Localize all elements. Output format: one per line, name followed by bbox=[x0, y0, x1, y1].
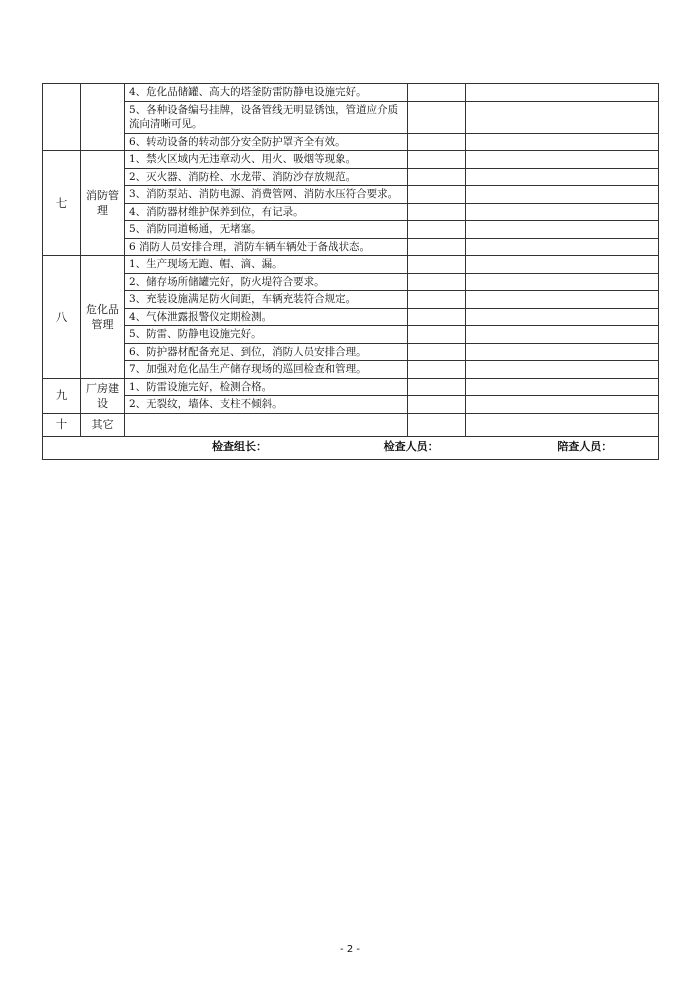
remark-cell bbox=[466, 203, 659, 221]
section-category: 厂房建设 bbox=[81, 378, 125, 413]
result-cell bbox=[408, 186, 466, 204]
section-category: 其它 bbox=[81, 413, 125, 436]
remark-cell bbox=[466, 378, 659, 396]
table-row bbox=[43, 168, 659, 186]
remark-cell bbox=[466, 413, 659, 436]
result-cell bbox=[408, 151, 466, 169]
result-cell bbox=[408, 221, 466, 239]
check-item: 2、储存场所储罐完好，防火堤符合要求。 bbox=[125, 273, 408, 291]
companion-label: 陪查人员： bbox=[557, 440, 613, 454]
result-cell bbox=[408, 291, 466, 309]
check-item: 3、消防泵站、消防电源、消费管网、消防水压符合要求。 bbox=[125, 186, 408, 204]
table-row bbox=[43, 326, 659, 344]
result-cell bbox=[408, 343, 466, 361]
result-cell bbox=[408, 101, 466, 133]
remark-cell bbox=[466, 84, 659, 102]
leader-label: 检查组长： bbox=[212, 440, 267, 454]
remark-cell bbox=[466, 291, 659, 309]
signature-row bbox=[43, 436, 659, 459]
table-row bbox=[43, 378, 659, 396]
section-number: 八 bbox=[43, 256, 81, 379]
check-item: 6 消防人员安排合理，消防车辆车辆处于备战状态。 bbox=[125, 238, 408, 256]
remark-cell bbox=[466, 326, 659, 344]
section-category: 危化品管理 bbox=[81, 256, 125, 379]
table-row bbox=[43, 256, 659, 274]
section-number: 七 bbox=[43, 151, 81, 256]
check-item: 5、防雷、防静电设施完好。 bbox=[125, 326, 408, 344]
remark-cell bbox=[466, 238, 659, 256]
section-category-cell bbox=[81, 84, 125, 151]
result-cell bbox=[408, 256, 466, 274]
table-row bbox=[43, 84, 659, 102]
section-number-cell bbox=[43, 84, 81, 151]
table-row bbox=[43, 396, 659, 414]
check-item: 1、防雷设施完好，检测合格。 bbox=[125, 378, 408, 396]
check-item: 1、生产现场无跑、帽、滴、漏。 bbox=[125, 256, 408, 274]
table-row bbox=[43, 151, 659, 169]
result-cell bbox=[408, 361, 466, 379]
check-item: 3、充装设施满足防火间距，车辆充装符合规定。 bbox=[125, 291, 408, 309]
result-cell bbox=[408, 396, 466, 414]
table-row bbox=[43, 291, 659, 309]
result-cell bbox=[408, 273, 466, 291]
check-item: 7、加强对危化品生产储存现场的巡回检查和管理。 bbox=[125, 361, 408, 379]
table-row bbox=[43, 238, 659, 256]
section-number: 九 bbox=[43, 378, 81, 413]
check-item: 2、无裂纹，墙体、支柱不倾斜。 bbox=[125, 396, 408, 414]
remark-cell bbox=[466, 101, 659, 133]
remark-cell bbox=[466, 256, 659, 274]
check-item: 4、危化品储罐、高大的塔釜防雷防静电设施完好。 bbox=[125, 84, 408, 102]
check-item: 5、各种设备编号挂牌，设备管线无明显锈蚀，管道应介质流向清晰可见。 bbox=[125, 101, 408, 133]
result-cell bbox=[408, 168, 466, 186]
remark-cell bbox=[466, 361, 659, 379]
check-item: 6、防护器材配备充足、到位，消防人员安排合理。 bbox=[125, 343, 408, 361]
remark-cell bbox=[466, 273, 659, 291]
check-item: 6、转动设备的转动部分安全防护罩齐全有效。 bbox=[125, 133, 408, 151]
table-row bbox=[43, 343, 659, 361]
check-item bbox=[125, 413, 408, 436]
check-item: 5、消防同道畅通，无堵塞。 bbox=[125, 221, 408, 239]
section-category: 消防管理 bbox=[81, 151, 125, 256]
table-row bbox=[43, 221, 659, 239]
table-row bbox=[43, 308, 659, 326]
remark-cell bbox=[466, 133, 659, 151]
table-row bbox=[43, 413, 659, 436]
table-row bbox=[43, 186, 659, 204]
table-row bbox=[43, 361, 659, 379]
table-row bbox=[43, 101, 659, 133]
remark-cell bbox=[466, 343, 659, 361]
remark-cell bbox=[466, 168, 659, 186]
table-row bbox=[43, 133, 659, 151]
remark-cell bbox=[466, 221, 659, 239]
remark-cell bbox=[466, 396, 659, 414]
check-item: 1、禁火区域内无违章动火、用火、吸烟等现象。 bbox=[125, 151, 408, 169]
result-cell bbox=[408, 238, 466, 256]
result-cell bbox=[408, 84, 466, 102]
result-cell bbox=[408, 133, 466, 151]
result-cell bbox=[408, 378, 466, 396]
inspector-label: 检查人员： bbox=[383, 440, 439, 454]
remark-cell bbox=[466, 151, 659, 169]
table-row bbox=[43, 273, 659, 291]
result-cell bbox=[408, 308, 466, 326]
result-cell bbox=[408, 326, 466, 344]
inspection-table bbox=[42, 83, 659, 460]
remark-cell bbox=[466, 308, 659, 326]
section-number: 十 bbox=[43, 413, 81, 436]
check-item: 4、气体泄露报警仪定期检测。 bbox=[125, 308, 408, 326]
result-cell bbox=[408, 203, 466, 221]
remark-cell bbox=[466, 186, 659, 204]
page-number: - 2 - bbox=[340, 944, 360, 955]
check-item: 2、灭火器、消防栓、水龙带、消防沙存放规范。 bbox=[125, 168, 408, 186]
table-row bbox=[43, 203, 659, 221]
result-cell bbox=[408, 413, 466, 436]
signature-cell bbox=[43, 436, 659, 459]
check-item: 4、消防器材维护保养到位，有记录。 bbox=[125, 203, 408, 221]
